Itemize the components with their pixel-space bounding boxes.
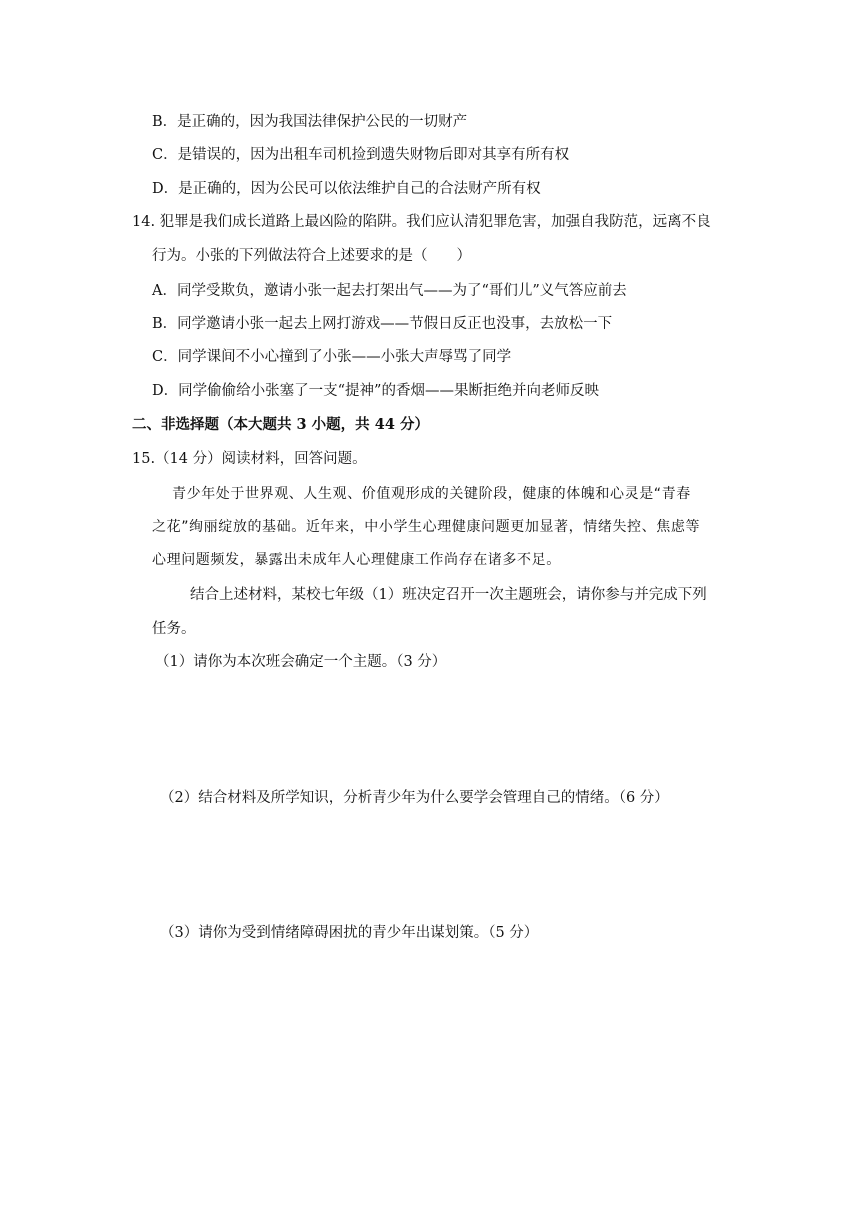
section-heading: 二、非选择题（本大题共 3 小题，共 44 分）: [132, 416, 429, 433]
q13-option-c: C．是错误的，因为出租车司机捡到遗失财物后即对其享有所有权: [152, 147, 570, 163]
q15-subquestion-2: （2）结合材料及所学知识，分析青少年为什么要学会管理自己的情绪。（6 分）: [160, 790, 669, 806]
q15-task-line2: 任务。: [152, 621, 196, 637]
q15-material-line1: 青少年处于世界观、人生观、价值观形成的关键阶段，健康的体魄和心灵是“青春: [172, 486, 691, 502]
q15-subquestion-3: （3）请你为受到情绪障碍困扰的青少年出谋划策。（5 分）: [160, 925, 539, 941]
q14-option-c: C．同学课间不小心撞到了小张——小张大声辱骂了同学: [152, 349, 512, 365]
q15-task-line1: 结合上述材料，某校七年级（1）班决定召开一次主题班会，请你参与并完成下列: [190, 587, 707, 603]
q15-material-line2: 之花”绚丽绽放的基础。近年来，中小学生心理健康问题更加显著，情绪失控、焦虑等: [152, 519, 701, 535]
q13-option-d: D．是正确的，因为公民可以依法维护自己的合法财产所有权: [152, 181, 541, 197]
q15-material-line3: 心理问题频发，暴露出未成年人心理健康工作尚存在诸多不足。: [152, 552, 561, 568]
q14-option-d: D．同学偷偷给小张塞了一支“提神”的香烟——果断拒绝并向老师反映: [152, 383, 599, 399]
q14-stem-line1: 14. 犯罪是我们成长道路上最凶险的陷阱。我们应认清犯罪危害，加强自我防范，远离不良: [132, 214, 711, 230]
q14-option-a: A．同学受欺负，邀请小张一起去打架出气——为了“哥们儿”义气答应前去: [152, 283, 627, 299]
q14-stem-line2: 行为。小张的下列做法符合上述要求的是（ ）: [152, 248, 471, 264]
q14-option-b: B．同学邀请小张一起去上网打游戏——节假日反正也没事，去放松一下: [152, 316, 613, 332]
q13-option-b: B．是正确的，因为我国法律保护公民的一切财产: [152, 114, 468, 130]
q15-stem: 15.（14 分）阅读材料，回答问题。: [132, 451, 367, 467]
q15-subquestion-1: （1）请你为本次班会确定一个主题。（3 分）: [155, 654, 447, 670]
